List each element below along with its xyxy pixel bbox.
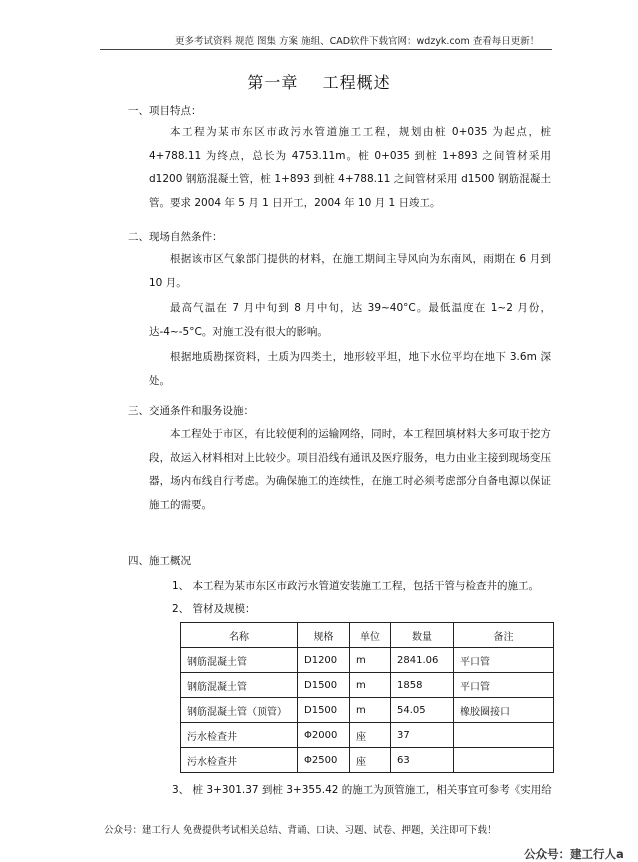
table-cell: D1200 [298, 648, 350, 673]
section-1-paragraph-1: 本工程为某市东区市政污水管道施工工程，规划由桩 0+035 为起点，桩 4+788.11 为终点，总长为 4753.11m。桩 0+035 到桩 1+893 之间管材采用 d1200 钢筋混凝土管，桩 1+893 到桩 4+788.11 之间管材采用 d1500 钢筋混凝土管。要求 2004 年 5 月 1 日开工，2004 年 10 月 1 日竣工。 [149, 126, 551, 209]
table-row [181, 723, 554, 748]
table-cell: 污水检查井 [181, 748, 298, 773]
table-cell: 63 [391, 748, 454, 773]
page-header: 更多考试资料 规范 图集 方案 施组、CAD软件下载官网：wdzyk.com 查看每日更新！ [175, 36, 540, 47]
table-row [181, 698, 554, 723]
table-cell: 钢筋混凝土管 [181, 648, 298, 673]
section-2-paragraph-1: 根据该市区气象部门提供的材料，在施工期间主导风向为东南风，雨期在 6 月到 10 月。 [149, 253, 551, 289]
table-header-cell: 数量 [391, 623, 454, 648]
section-heading-4: 四、施工概况 [128, 555, 191, 567]
table-cell: 座 [350, 748, 391, 773]
section-4-item-3: 3、 桩 3+301.37 到桩 3+355.42 的施工为顶管施工，相关事宜可参考《实用给 [172, 784, 552, 796]
table-cell: m [350, 698, 391, 723]
section-4-item-1: 1、 本工程为某市东区市政污水管道安装施工工程，包括干管与检查井的施工。 [172, 580, 540, 592]
table-cell: m [350, 648, 391, 673]
table-row [181, 648, 554, 673]
table-cell: 1858 [391, 673, 454, 698]
header-rule [100, 49, 552, 50]
page-footer: 公众号：建工行人 免费提供考试相关总结、背诵、口诀、习题、试卷、押题，关注即可下载！ [104, 825, 497, 836]
section-heading-3: 三、交通条件和服务设施： [128, 405, 254, 417]
section-heading-1: 一、项目特点： [128, 105, 202, 117]
table-cell: D1500 [298, 673, 350, 698]
table-cell: 54.05 [391, 698, 454, 723]
table-cell [454, 748, 554, 773]
table-header-cell: 名称 [181, 623, 298, 648]
table-cell [454, 723, 554, 748]
table-cell: 座 [350, 723, 391, 748]
table-header-row [181, 623, 554, 648]
table-cell: 平口管 [454, 673, 554, 698]
table-cell: m [350, 673, 391, 698]
chapter-title: 第一章 工程概述 [247, 73, 391, 92]
table-cell: 橡胶圈接口 [454, 698, 554, 723]
table-cell: Φ2500 [298, 748, 350, 773]
table-cell: 2841.06 [391, 648, 454, 673]
materials-table [180, 622, 554, 773]
section-4-item-2: 2、 管材及规模： [172, 603, 256, 615]
section-heading-2: 二、现场自然条件： [128, 231, 223, 243]
table-cell: 钢筋混凝土管（顶管） [181, 698, 298, 723]
table-header-cell: 备注 [454, 623, 554, 648]
table-cell: 污水检查井 [181, 723, 298, 748]
table-header-cell: 单位 [350, 623, 391, 648]
section-2-paragraph-3: 根据地质勘探资料，土质为四类土，地形较平坦，地下水位平均在地下 3.6m 深处。 [149, 351, 551, 387]
table-cell: 平口管 [454, 648, 554, 673]
table-cell: 钢筋混凝土管 [181, 673, 298, 698]
table-row [181, 748, 554, 773]
watermark: 公众号：建工行人a [524, 847, 624, 861]
table-row [181, 673, 554, 698]
table-cell: 37 [391, 723, 454, 748]
table-cell: Φ2000 [298, 723, 350, 748]
section-3-paragraph-1: 本工程处于市区，有比较便利的运输网络，同时，本工程回填材料大多可取于挖方段，故运入材料相对上比较少。项目沿线有通讯及医疗服务，电力由业主接到现场变压器，场内布线自行考虑。为确保施工的连续性，在施工时必须考虑部分自备电源以保证施工的需要。 [149, 428, 551, 511]
table-cell: D1500 [298, 698, 350, 723]
section-2-paragraph-2: 最高气温在 7 月中旬到 8 月中旬，达 39~40°C。最低温度在 1~2 月份，达-4~-5°C。对施工没有很大的影响。 [149, 302, 551, 338]
table-header-cell: 规格 [298, 623, 350, 648]
